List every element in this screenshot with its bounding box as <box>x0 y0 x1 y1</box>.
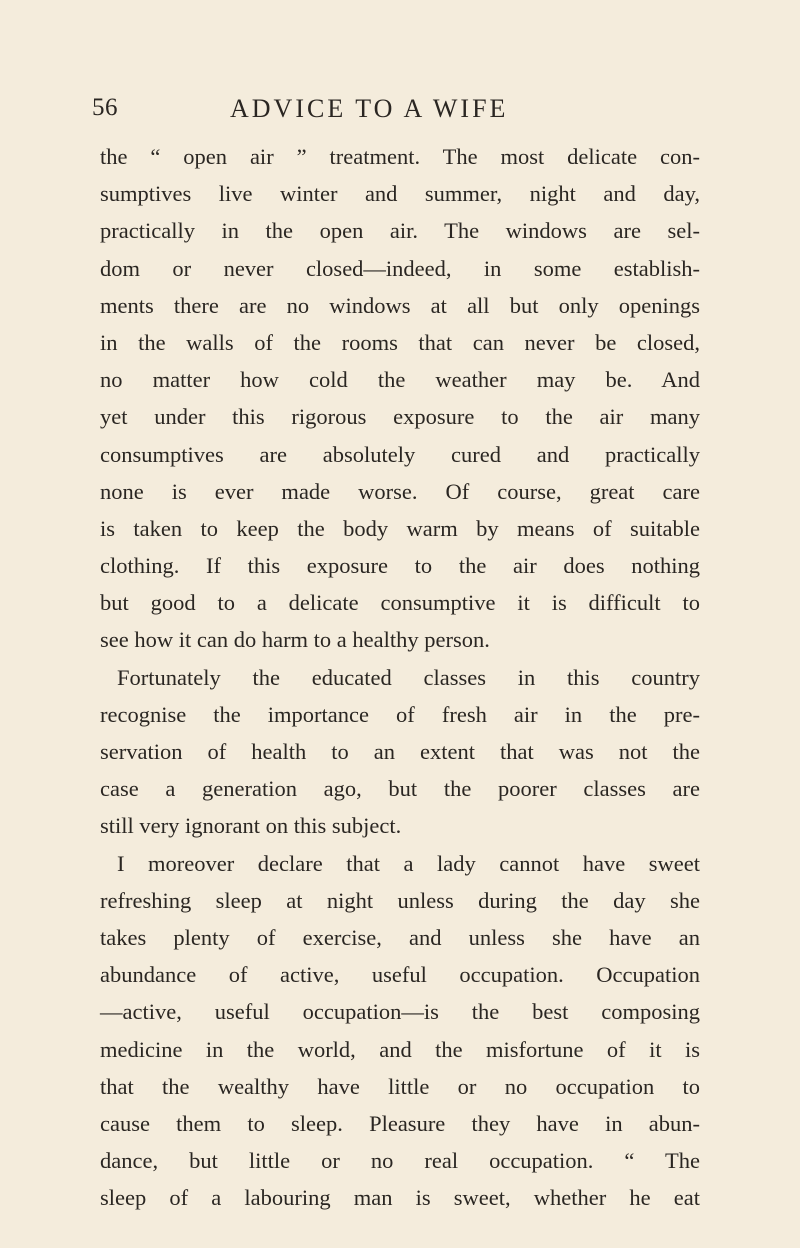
page-number: 56 <box>92 94 118 121</box>
text-line: none is ever made worse. Of course, great care <box>100 478 700 504</box>
text-line: consumptives are absolutely cured and practically <box>100 441 700 467</box>
text-line: see how it can do harm to a healthy person. <box>100 627 490 653</box>
text-line: recognise the importance of fresh air in the pre- <box>100 701 700 727</box>
text-line: no matter how cold the weather may be. And <box>100 367 700 393</box>
text-line: —active, useful occupation—is the best composing <box>100 999 700 1025</box>
running-head: ADVICE TO A WIFE <box>230 94 509 123</box>
text-line: but good to a delicate consumptive it is difficult to <box>100 590 700 616</box>
text-line: abundance of active, useful occupation. Occupation <box>100 962 700 988</box>
text-line: the “ open air ” treatment. The most delicate con- <box>100 144 700 169</box>
text-line: Fortunately the educated classes in this country <box>117 664 700 690</box>
text-line: still very ignorant on this subject. <box>100 813 402 839</box>
page-header <box>92 94 692 130</box>
text-line: sumptives live winter and summer, night and day, <box>100 181 700 207</box>
text-line: servation of health to an extent that was not the <box>100 739 700 764</box>
text-line: practically in the open air. The windows are sel- <box>100 218 700 244</box>
text-line: is taken to keep the body warm by means of suitable <box>100 515 700 541</box>
text-line: dance, but little or no real occupation. “ The <box>100 1148 700 1174</box>
text-line: in the walls of the rooms that can never be closed, <box>100 329 700 355</box>
text-line: dom or never closed—indeed, in some establish- <box>100 255 700 281</box>
text-line: that the wealthy have little or no occupation to <box>100 1073 700 1099</box>
text-line: I moreover declare that a lady cannot have sweet <box>117 850 700 876</box>
text-line: refreshing sleep at night unless during the day she <box>100 887 700 913</box>
text-line: ments there are no windows at all but only openings <box>100 292 700 318</box>
text-line: sleep of a labouring man is sweet, whether he eat <box>100 1185 700 1211</box>
text-line: clothing. If this exposure to the air does nothing <box>100 553 700 579</box>
text-line: case a generation ago, but the poorer classes are <box>100 776 700 802</box>
text-line: takes plenty of exercise, and unless she have an <box>100 924 700 950</box>
text-line: cause them to sleep. Pleasure they have in abun- <box>100 1110 700 1136</box>
text-line: yet under this rigorous exposure to the air many <box>100 404 700 430</box>
text-line: medicine in the world, and the misfortune of it is <box>100 1036 700 1062</box>
body-text <box>100 138 700 1216</box>
